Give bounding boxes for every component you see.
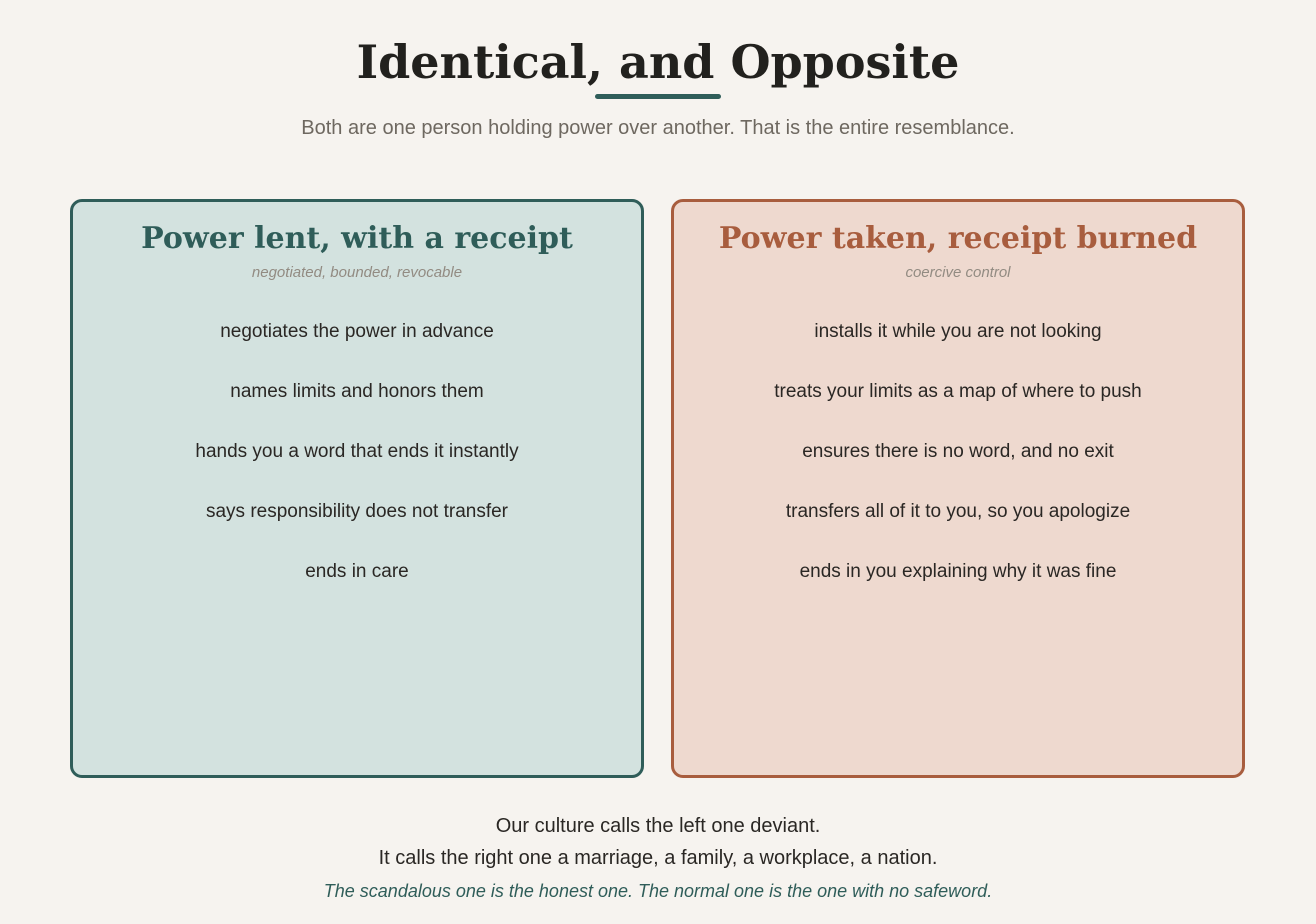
- panel-title: Power taken, receipt burned: [718, 221, 1198, 256]
- list-item: says responsibility does not transfer: [205, 501, 509, 522]
- list-item: transfers all of it to you, so you apologize: [785, 501, 1131, 522]
- panel-list: [73, 320, 641, 620]
- list-item: ensures there is no word, and no exit: [802, 441, 1114, 462]
- panel-subtitle: coercive control: [905, 264, 1011, 281]
- page-subtitle: Both are one person holding power over another. That is the entire resemblance.: [301, 117, 1015, 139]
- panel-subtitle: negotiated, bounded, revocable: [251, 264, 463, 281]
- panel-title: Power lent, with a receipt: [141, 221, 573, 256]
- list-item: names limits and honors them: [230, 381, 484, 402]
- panel-list: [674, 320, 1242, 620]
- title-underline: [595, 94, 721, 99]
- footer-line-2: It calls the right one a marriage, a family, a workplace, a nation.: [378, 847, 938, 869]
- panel-power-lent: [70, 199, 644, 778]
- list-item: ends in you explaining why it was fine: [799, 561, 1117, 582]
- footer-note: The scandalous one is the honest one. The normal one is the one with no safeword.: [323, 881, 993, 901]
- list-item: treats your limits as a map of where to push: [774, 381, 1142, 402]
- list-item: installs it while you are not looking: [814, 321, 1102, 342]
- list-item: hands you a word that ends it instantly: [195, 441, 519, 462]
- list-item: negotiates the power in advance: [220, 321, 494, 342]
- footer-line-1: Our culture calls the left one deviant.: [495, 815, 821, 837]
- panel-power-taken: [671, 199, 1245, 778]
- page-title: Identical, and Opposite: [356, 35, 960, 89]
- list-item: ends in care: [305, 561, 409, 582]
